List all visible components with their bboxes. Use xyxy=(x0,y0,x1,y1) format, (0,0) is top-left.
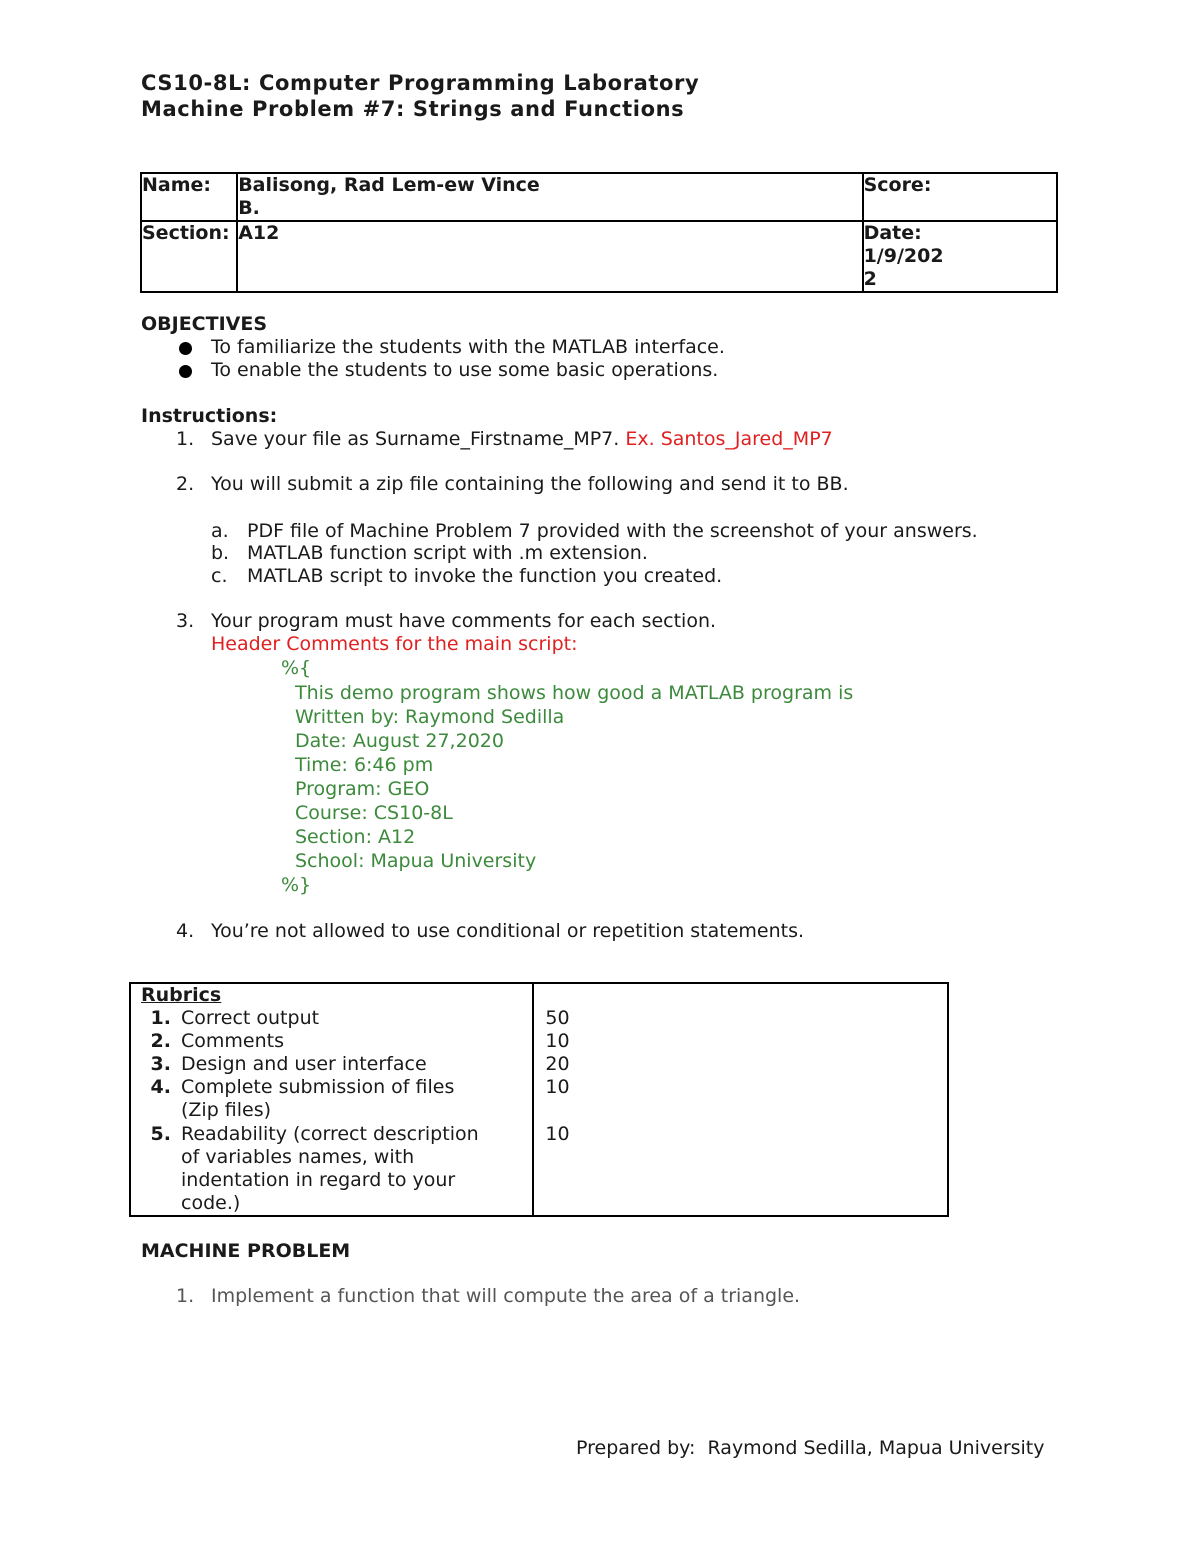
rubric-score: 20 xyxy=(545,1053,570,1075)
comment-line: This demo program shows how good a MATLAB program is xyxy=(295,682,854,704)
name-label: Name: xyxy=(141,173,237,221)
list-item: To enable the students to use some basic operations. xyxy=(141,359,1041,382)
rubric-item: 1. Correct output xyxy=(150,1007,320,1029)
sub-item: MATLAB function script with .m extension. xyxy=(247,542,648,564)
section-label: Section: xyxy=(141,221,237,292)
instruction-3-num: 3. xyxy=(176,610,195,632)
rubric-item: 4. Complete submission of files (Zip files) xyxy=(150,1076,455,1121)
comment-line: Course: CS10-8L xyxy=(295,802,453,824)
instruction-2: You will submit a zip file containing the following and send it to BB. xyxy=(211,473,849,495)
prepared-by-value: Raymond Sedilla, Mapua University xyxy=(707,1437,1045,1459)
doc-title-line1: CS10-8L: Computer Programming Laboratory xyxy=(141,71,700,95)
rubric-score: 10 xyxy=(545,1076,570,1098)
comment-line: School: Mapua University xyxy=(295,850,537,872)
prepared-by-label: Prepared by: xyxy=(576,1437,696,1459)
rubrics-heading: Rubrics xyxy=(141,984,222,1006)
objectives-heading: OBJECTIVES xyxy=(141,313,268,335)
comment-line: Written by: Raymond Sedilla xyxy=(295,706,565,728)
comment-line: Section: A12 xyxy=(295,826,416,848)
rubric-score: 50 xyxy=(545,1007,570,1029)
instruction-1-num: 1. xyxy=(176,428,195,450)
rubric-score: 10 xyxy=(545,1030,570,1052)
score-label: Score: xyxy=(863,173,1057,221)
instructions-heading: Instructions: xyxy=(141,405,278,427)
prepared-by xyxy=(576,1437,1045,1460)
sub-item: PDF file of Machine Problem 7 provided with the screenshot of your answers. xyxy=(247,520,978,542)
sub-item-letter: a. xyxy=(211,520,229,542)
comment-line: Date: August 27,2020 xyxy=(295,730,504,752)
rubric-item: 3. Design and user interface xyxy=(150,1053,427,1075)
rubric-item: 5. Readability (correct description of variables names, with indentation in regard to your code.) xyxy=(150,1123,479,1214)
section-value: A12 xyxy=(237,221,862,292)
rubric-item: 2. Comments xyxy=(150,1030,284,1052)
comment-close: %} xyxy=(281,874,312,896)
machine-problem-heading: MACHINE PROBLEM xyxy=(141,1240,351,1262)
header-comments-label: Header Comments for the main script: xyxy=(211,633,578,655)
comment-open: %{ xyxy=(281,657,312,679)
comment-line: Time: 6:46 pm xyxy=(295,754,434,776)
machine-problem-1: Implement a function that will compute the area of a triangle. xyxy=(211,1285,801,1307)
list-item: To familiarize the students with the MATLAB interface. xyxy=(141,336,1041,359)
objectives-list xyxy=(141,336,1041,382)
bullet-icon xyxy=(179,342,192,355)
filename-example: Ex. Santos_Jared_MP7 xyxy=(625,428,833,450)
rubrics-criteria-cell xyxy=(130,983,533,1216)
instruction-2-num: 2. xyxy=(176,473,195,495)
instruction-4-num: 4. xyxy=(176,920,195,942)
rubrics-table xyxy=(129,982,949,1217)
student-info-table xyxy=(140,172,1058,293)
bullet-icon xyxy=(179,365,192,378)
date-cell: Date: 1/9/202 2 xyxy=(863,221,1057,292)
comment-line: Program: GEO xyxy=(295,778,430,800)
sub-item: MATLAB script to invoke the function you created. xyxy=(247,565,723,587)
sub-item-letter: b. xyxy=(211,542,230,564)
machine-problem-1-num: 1. xyxy=(176,1285,195,1307)
rubrics-score-cell xyxy=(533,983,948,1216)
instruction-1: Save your file as Surname_Firstname_MP7. Ex. Santos_Jared_MP7 xyxy=(211,428,833,450)
rubric-score: 10 xyxy=(545,1123,570,1145)
sub-item-letter: c. xyxy=(211,565,228,587)
instruction-4: You’re not allowed to use conditional or repetition statements. xyxy=(211,920,805,942)
doc-title-line2: Machine Problem #7: Strings and Functions xyxy=(141,97,685,121)
instruction-3: Your program must have comments for each section. xyxy=(211,610,717,632)
name-value: Balisong, Rad Lem-ew Vince B. xyxy=(237,173,862,221)
